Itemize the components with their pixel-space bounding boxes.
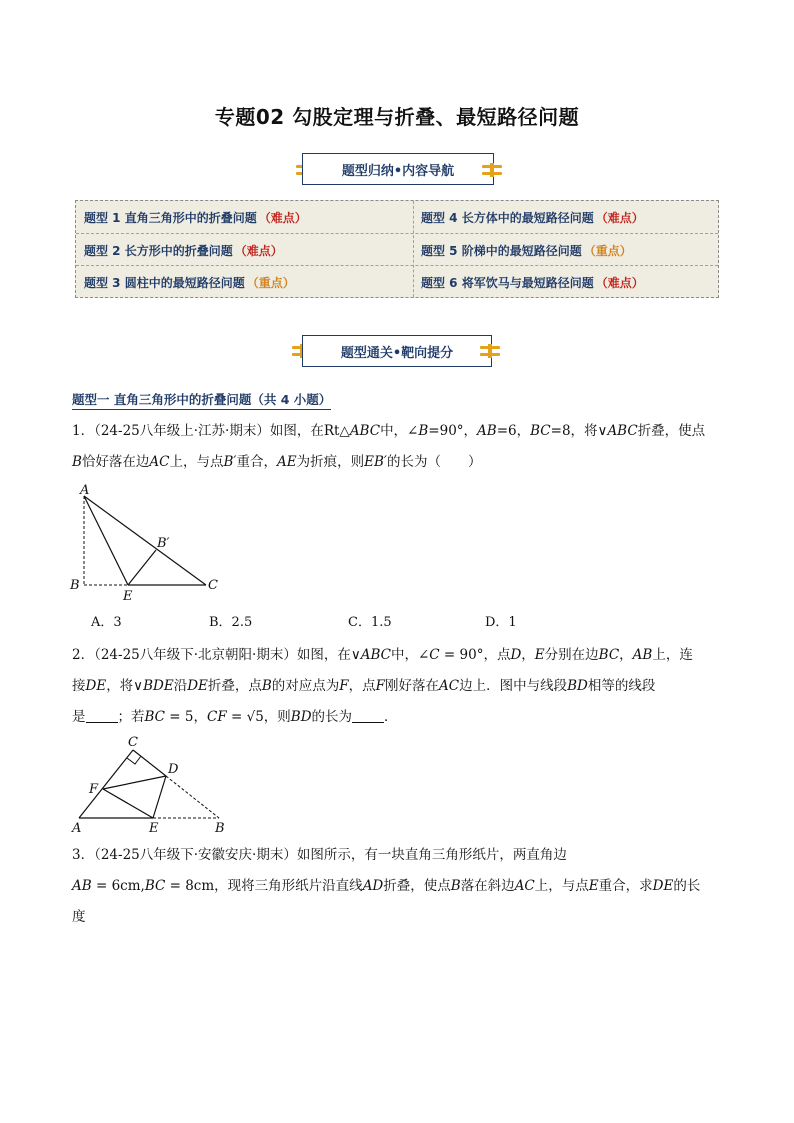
difficulty-tag: （难点） (258, 210, 307, 225)
nav-item-label: 题型 4 长方体中的最短路径问题 (421, 210, 594, 225)
question-line: 度 (72, 909, 86, 925)
difficulty-tag: （难点） (234, 243, 283, 258)
nav-item-label: 题型 5 阶梯中的最短路径问题 (421, 243, 582, 258)
question-line: 是 ；若BC = 5，CF = √5，则BD的长为 ． (72, 709, 398, 725)
right-angle-mark (127, 756, 141, 764)
point-label: C (128, 735, 138, 750)
point-label: E (149, 821, 159, 836)
point-label: E (123, 589, 133, 604)
segment-fd (103, 776, 166, 789)
point-label: B′ (157, 536, 170, 551)
point-label: B (70, 578, 80, 593)
segment-cd (133, 750, 166, 776)
choice-a[interactable]: A．3 (91, 615, 122, 630)
question-line: 接DE，将∨BDE沿DE折叠，点B的对应点为F，点F刚好落在AC边上．图中与线段BD相等的线段 (72, 678, 656, 694)
question-line: 1．（24-25八年级上·江苏·期末）如图，在Rt△ABC中，∠B=90°，AB=6，BC=8，将∨ABC折叠，使点 (72, 423, 706, 439)
importance-tag: （重点） (246, 275, 295, 290)
question-3 (72, 840, 722, 933)
choice-b[interactable]: B．2.5 (209, 615, 253, 630)
importance-tag: （重点） (583, 243, 632, 258)
question-line: B恰好落在边AC上，与点B′重合，AE为折痕，则EB′的长为（ ） (72, 454, 482, 470)
page-title: 专题02 勾股定理与折叠、最短路径问题 (214, 105, 580, 129)
question-line: AB = 6cm,BC = 8cm，现将三角形纸片沿直线AD折叠，使点B落在斜边AC上，与点E重合，求DE的长 (72, 878, 701, 894)
segment-db-dashed (166, 776, 219, 818)
nav-banner: 题型归纳•内容导航 (302, 153, 494, 185)
difficulty-tag: （难点） (595, 210, 644, 225)
choice-d[interactable]: D．1 (485, 615, 517, 630)
question-line: 3．（24-25八年级下·安徽安庆·期末）如图所示，有一块直角三角形纸片，两直角边 (72, 847, 567, 863)
point-label: C (208, 578, 218, 593)
nav-item-label: 题型 2 长方形中的折叠问题 (84, 243, 233, 258)
question-line: 2．（24-25八年级下·北京朝阳·期末）如图，在∨ABC中，∠C = 90°，点D，E分别在边BC，AB上，连 (72, 647, 693, 663)
point-label: D (168, 762, 179, 777)
choice-c[interactable]: C．1.5 (348, 615, 392, 630)
point-label: A (72, 821, 82, 836)
nav-item-label: 题型 3 圆柱中的最短路径问题 (84, 275, 245, 290)
segment-fe (103, 789, 153, 818)
nav-item-label: 题型 6 将军饮马与最短路径问题 (421, 275, 594, 290)
practice-banner: 题型通关•靶向提分 (302, 335, 492, 367)
point-label: A (80, 483, 90, 498)
section-heading: 题型一 直角三角形中的折叠问题（共 4 小题） (72, 390, 331, 410)
segment-de (153, 776, 166, 818)
nav-item-label: 题型 1 直角三角形中的折叠问题 (84, 210, 257, 225)
point-label: B (215, 821, 225, 836)
point-label: F (89, 782, 99, 797)
difficulty-tag: （难点） (595, 275, 644, 290)
